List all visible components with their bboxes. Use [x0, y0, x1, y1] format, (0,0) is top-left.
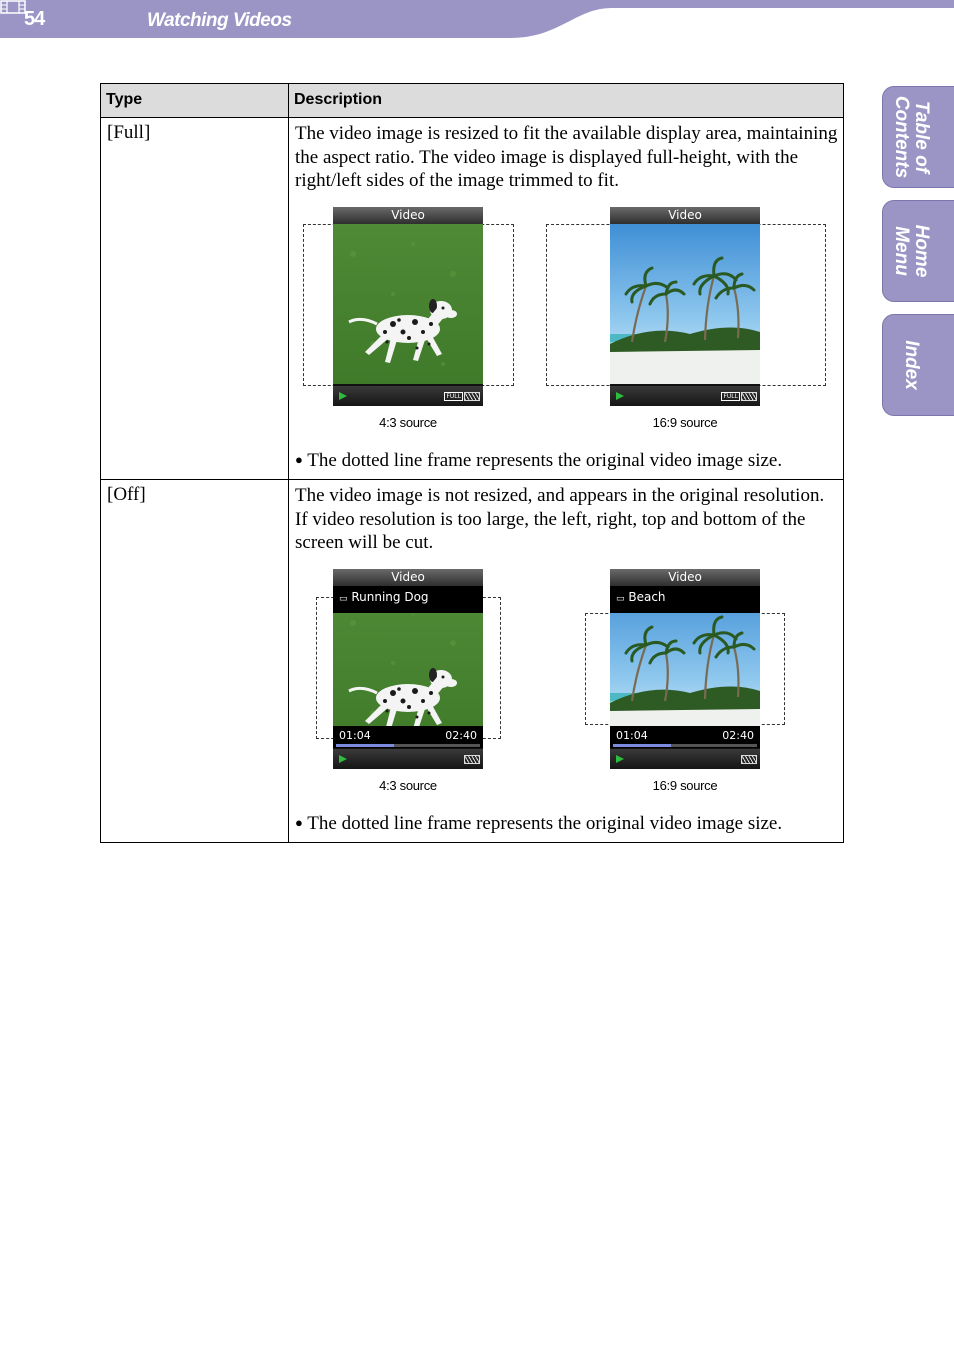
table-row — [101, 117, 843, 479]
battery-icon — [741, 755, 757, 764]
type-off: [Off] — [107, 484, 146, 505]
player-screen-full-4x3 — [333, 207, 483, 406]
play-icon — [339, 392, 347, 400]
film-icon — [0, 0, 26, 14]
control-bar — [610, 749, 760, 769]
player-screen-off-4x3 — [333, 569, 483, 769]
tab-label: Index — [901, 340, 922, 390]
video-frame-dog — [333, 224, 483, 386]
video-frame-dog — [333, 613, 483, 726]
bullet-icon: ● — [295, 815, 303, 830]
full-mode-icon: FULL — [723, 393, 738, 400]
tab-table-of-contents[interactable] — [882, 86, 954, 188]
tab-label: Home Menu — [891, 224, 932, 278]
note-full — [295, 450, 782, 472]
tab-home-menu[interactable] — [882, 200, 954, 302]
video-title: Beach — [628, 590, 666, 604]
header-band — [0, 0, 954, 40]
progress-bar — [336, 744, 394, 747]
video-frame-beach — [610, 224, 760, 386]
progress-track — [336, 744, 480, 747]
player-screen-off-16x9 — [610, 569, 760, 769]
battery-icon — [741, 392, 757, 401]
note-off — [295, 813, 782, 835]
page-header — [0, 0, 954, 40]
video-file-icon: ▭ — [616, 594, 625, 604]
control-bar — [610, 386, 760, 406]
progress-bar — [613, 744, 671, 747]
display-mode-table — [100, 83, 844, 843]
time-row — [610, 726, 760, 748]
play-icon — [339, 755, 347, 763]
screen-title: Video — [610, 569, 760, 586]
video-frame-beach — [610, 613, 760, 726]
player-screen-full-16x9 — [610, 207, 760, 406]
play-icon — [616, 755, 624, 763]
video-title-row — [610, 586, 760, 613]
description-off: The video image is not resized, and appears in the original resolution. If video resolution is too large, the left, right, top and bottom of the screen will be cut. — [295, 485, 825, 553]
note-text: The dotted line frame represents the original video image size. — [307, 813, 783, 834]
control-bar — [333, 386, 483, 406]
elapsed-time: 01:04 — [616, 729, 648, 742]
screen-title: Video — [333, 207, 483, 224]
type-full: [Full] — [107, 122, 151, 143]
bullet-icon: ● — [295, 452, 303, 467]
caption-16x9: 16:9 source — [652, 778, 718, 793]
screen-title: Video — [333, 569, 483, 586]
column-divider — [288, 118, 289, 479]
battery-icon — [464, 392, 480, 401]
note-text: The dotted line frame represents the original video image size. — [307, 450, 783, 471]
caption-4x3: 4:3 source — [379, 778, 437, 793]
table-header-row — [101, 84, 843, 117]
control-bar — [333, 749, 483, 769]
elapsed-time: 01:04 — [339, 729, 371, 742]
time-row — [333, 726, 483, 748]
play-icon — [616, 392, 624, 400]
tab-label: Table of Contents — [891, 95, 932, 179]
battery-icon — [464, 755, 480, 764]
video-title-row — [333, 586, 483, 613]
video-file-icon: ▭ — [339, 594, 348, 604]
total-time: 02:40 — [445, 729, 477, 742]
description-full: The video image is resized to fit the available display area, maintaining the aspect ratio. The video image is displayed full-height, with the right/left sides of the image trimmed to fit. — [295, 123, 838, 191]
full-mode-icon: FULL — [446, 393, 461, 400]
screen-title: Video — [610, 207, 760, 224]
column-divider — [288, 84, 289, 117]
caption-16x9: 16:9 source — [652, 415, 718, 430]
section-title: Watching Videos — [147, 10, 292, 31]
tab-index[interactable] — [882, 314, 954, 416]
total-time: 02:40 — [722, 729, 754, 742]
column-divider — [288, 480, 289, 842]
header-type: Type — [106, 91, 143, 108]
page-number: 54 — [24, 8, 45, 30]
caption-4x3: 4:3 source — [379, 415, 437, 430]
table-row — [101, 479, 843, 842]
video-title: Running Dog — [351, 590, 429, 604]
progress-track — [613, 744, 757, 747]
header-description: Description — [294, 91, 383, 108]
